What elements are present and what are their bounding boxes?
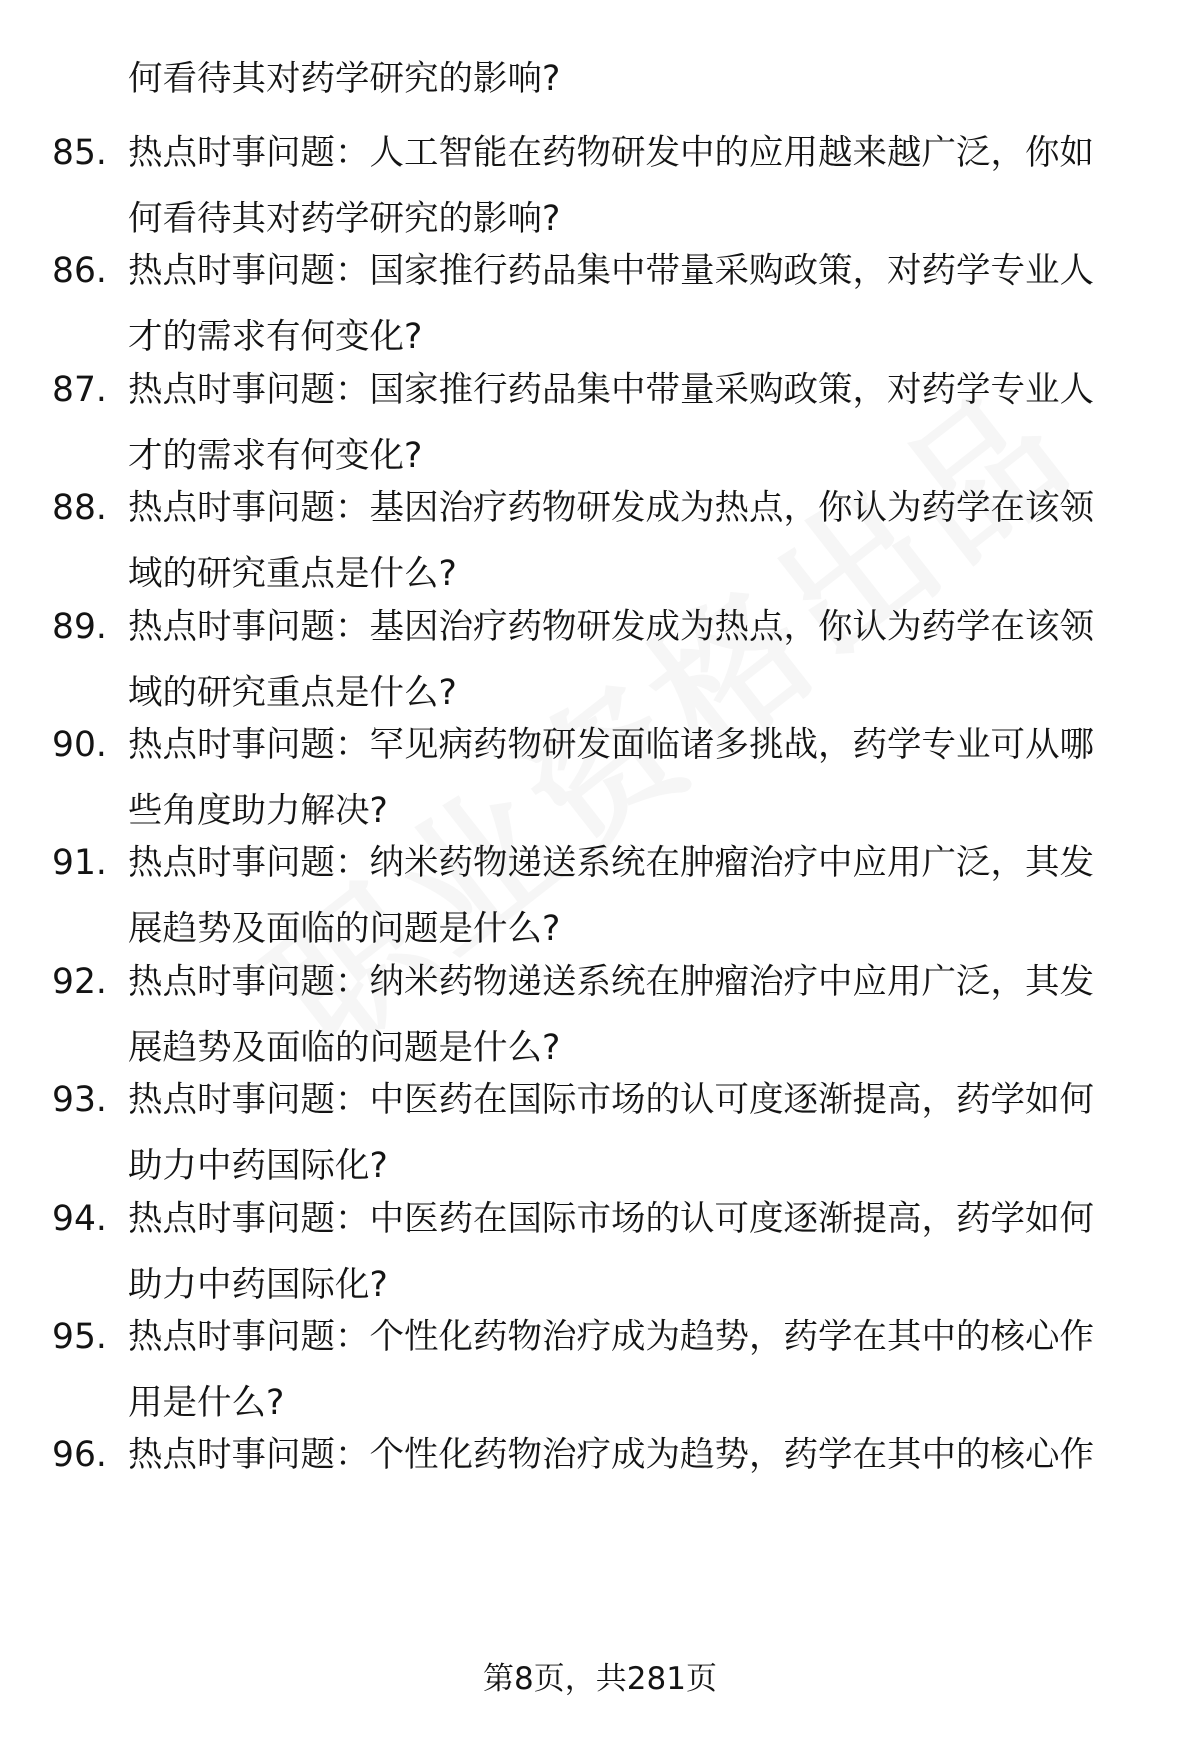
question-text-line: 热点时事问题：人工智能在药物研发中的应用越来越广泛，你如 [128,133,1094,173]
question-text-line: 助力中药国际化? [128,1265,388,1305]
question-text-line: 热点时事问题：基因治疗药物研发成为热点，你认为药学在该领 [128,488,1094,528]
question-text-line: 些角度助力解决? [128,791,388,831]
question-number: 87. [52,370,107,410]
question-number: 96. [52,1435,107,1475]
page-footer: 第8页，共281页 [483,1661,717,1697]
question-text-line: 热点时事问题：中医药在国际市场的认可度逐渐提高，药学如何 [128,1199,1094,1239]
question-number: 89. [52,607,107,647]
question-text-line: 热点时事问题：中医药在国际市场的认可度逐渐提高，药学如何 [128,1080,1094,1120]
question-number: 93. [52,1080,107,1120]
question-text-line: 何看待其对药学研究的影响? [128,199,561,239]
question-text-line: 热点时事问题：国家推行药品集中带量采购政策，对药学专业人 [128,251,1094,291]
question-text-line: 热点时事问题：纳米药物递送系统在肿瘤治疗中应用广泛，其发 [128,962,1094,1002]
question-number: 86. [52,251,107,291]
question-text-line: 热点时事问题：纳米药物递送系统在肿瘤治疗中应用广泛，其发 [128,843,1094,883]
question-text-line: 热点时事问题：基因治疗药物研发成为热点，你认为药学在该领 [128,607,1094,647]
question-text-line: 才的需求有何变化? [128,436,423,476]
question-text-line: 热点时事问题：个性化药物治疗成为趋势，药学在其中的核心作 [128,1435,1094,1475]
question-number: 95. [52,1317,107,1357]
question-text-line: 热点时事问题：个性化药物治疗成为趋势，药学在其中的核心作 [128,1317,1094,1357]
question-text-line: 热点时事问题：国家推行药品集中带量采购政策，对药学专业人 [128,370,1094,410]
question-text-line: 热点时事问题：罕见病药物研发面临诸多挑战，药学专业可从哪 [128,725,1094,765]
question-text-line: 域的研究重点是什么? [128,673,457,713]
question-number: 85. [52,133,107,173]
question-text-line: 助力中药国际化? [128,1146,388,1186]
continuation-line: 何看待其对药学研究的影响? [128,59,561,99]
question-number: 91. [52,843,107,883]
question-number: 94. [52,1199,107,1239]
question-number: 90. [52,725,107,765]
question-text-line: 域的研究重点是什么? [128,554,457,594]
question-text-line: 用是什么? [128,1383,285,1423]
question-text-line: 展趋势及面临的问题是什么? [128,909,561,949]
question-number: 88. [52,488,107,528]
question-number: 92. [52,962,107,1002]
question-text-line: 展趋势及面临的问题是什么? [128,1028,561,1068]
question-text-line: 才的需求有何变化? [128,317,423,357]
